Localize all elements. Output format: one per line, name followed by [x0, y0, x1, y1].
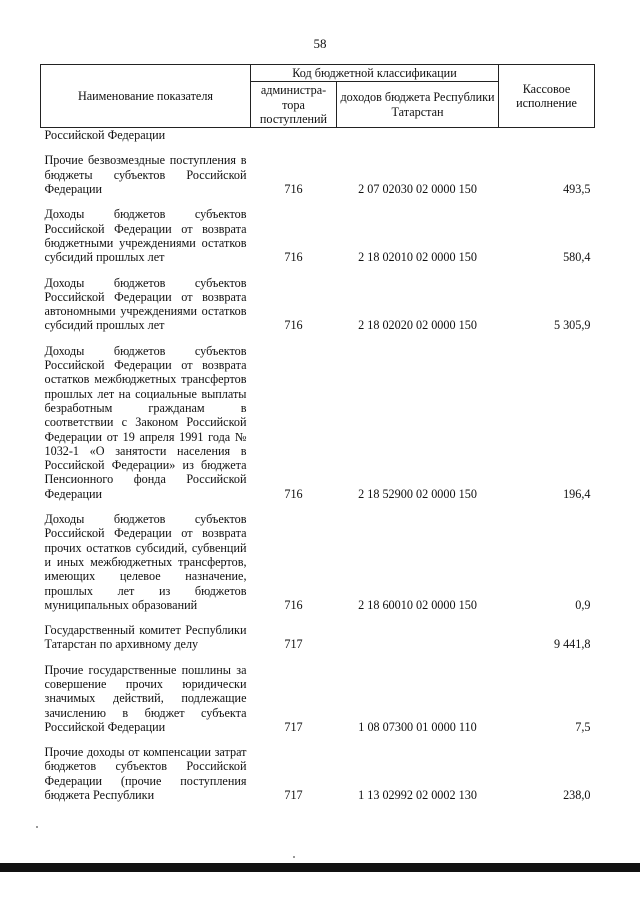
- table-row: [41, 265, 595, 333]
- row-admin: 716: [284, 182, 303, 197]
- row-code: 2 18 52900 02 0000 150: [358, 486, 477, 501]
- row-amount: 0,9: [575, 597, 591, 612]
- row-name: Прочие доходы от компенсации затрат бюджетов субъектов Российской Федерации (прочие поступления бюджета Республики: [44, 745, 247, 803]
- row-amount: 7,5: [575, 719, 591, 734]
- row-name: Доходы бюджетов субъектов Российской Федерации от возврата остатков межбюджетных трансфертов прошлых лет на социальные выплаты безработным гражданам в соответствии с Законом Российской Федерации от 19 апреля 1991 года № 1032-1 «О занятости населения в Российской Федерации» из бюджета Пенсионного фонда Российской Федерации: [44, 343, 247, 501]
- table-row: [41, 142, 595, 196]
- row-amount: 493,5: [563, 182, 591, 197]
- scan-speck: [36, 826, 38, 828]
- row-code: [337, 128, 499, 143]
- table-row: [41, 128, 595, 143]
- row-admin: 717: [284, 719, 303, 734]
- row-code: 1 13 02992 02 0002 130: [358, 788, 477, 803]
- budget-table-container: [40, 64, 594, 802]
- row-code: [337, 612, 499, 652]
- row-amount: 5 305,9: [553, 318, 591, 333]
- row-code: 2 18 60010 02 0000 150: [358, 597, 477, 612]
- scan-edge-bar: [0, 863, 640, 872]
- row-admin: 716: [284, 250, 303, 265]
- row-name: Российской Федерации: [44, 128, 166, 143]
- table-row: [41, 612, 595, 652]
- table-row: [41, 333, 595, 501]
- table-row: [41, 652, 595, 734]
- row-admin: 717: [284, 788, 303, 803]
- row-amount: 196,4: [563, 486, 591, 501]
- table-body: [41, 128, 595, 803]
- row-amount: [499, 128, 595, 143]
- row-admin: [251, 128, 337, 143]
- row-code: 1 08 07300 01 0000 110: [358, 719, 477, 734]
- table-row: [41, 501, 595, 612]
- scan-speck: [293, 856, 295, 858]
- table-row: [41, 196, 595, 264]
- header-cash-execution: Кассовое исполнение: [499, 65, 595, 128]
- row-name: Прочие безвозмездные поступления в бюджеты субъектов Российской Федерации: [44, 153, 247, 197]
- row-code: 2 07 02030 02 0000 150: [358, 182, 477, 197]
- row-admin: 716: [284, 318, 303, 333]
- row-admin: 716: [284, 486, 303, 501]
- row-admin: 717: [284, 637, 303, 652]
- row-amount: 580,4: [563, 250, 591, 265]
- row-name: Прочие государственные пошлины за совершение прочих юридически значимых действий, подлежащие зачислению в бюджет субъекта Российской Федерации: [44, 662, 247, 734]
- row-name: Доходы бюджетов субъектов Российской Федерации от возврата бюджетными учреждениями остатков субсидий прошлых лет: [44, 207, 247, 265]
- row-name: Доходы бюджетов субъектов Российской Федерации от возврата автономными учреждениями остатков субсидий прошлых лет: [44, 275, 247, 333]
- header-indicator-name: Наименование показателя: [41, 65, 251, 128]
- header-budget-classification: Код бюджетной классификации: [251, 65, 499, 82]
- page-number: 58: [313, 36, 327, 51]
- row-code: 2 18 02010 02 0000 150: [358, 250, 477, 265]
- row-amount: 9 441,8: [553, 637, 591, 652]
- row-amount: 238,0: [563, 788, 591, 803]
- budget-execution-table: [40, 64, 595, 802]
- table-row: [41, 734, 595, 802]
- row-code: 2 18 02020 02 0000 150: [358, 318, 477, 333]
- header-income-code: доходов бюджета Республики Татарстан: [337, 82, 499, 128]
- row-name: Доходы бюджетов субъектов Российской Федерации от возврата прочих остатков субсидий, субвенций и иных межбюджетных трансфертов, имеющих целевое назначение, прошлых лет из бюджетов муниципальных образований: [44, 512, 247, 612]
- row-name: Государственный комитет Республики Татарстан по архивному делу: [44, 623, 247, 652]
- row-admin: 716: [284, 597, 303, 612]
- table-header: [41, 65, 595, 128]
- header-administrator: администра-тора поступлений: [251, 82, 337, 128]
